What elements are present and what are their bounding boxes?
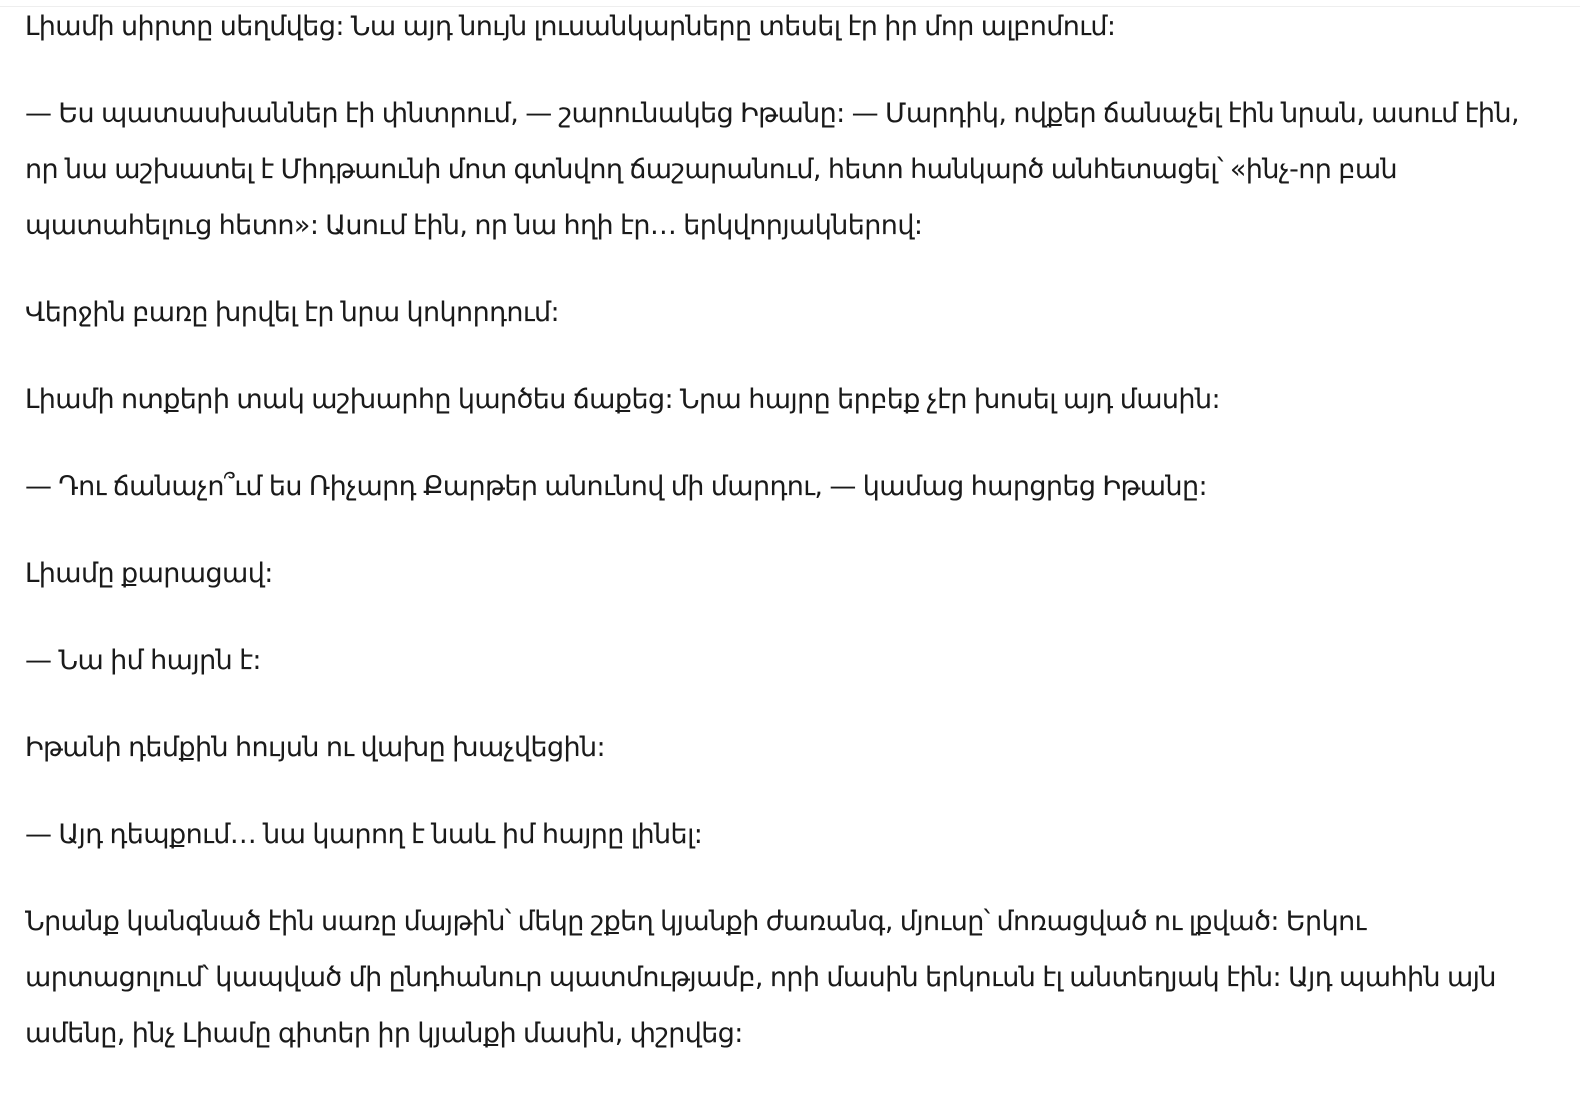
story-text xyxy=(25,0,1555,1093)
paragraph-4: Լիամի ոտքերի տակ աշխարհը կարծես ճաքեց: Նրա հայրը երբեք չէր խոսել այդ մասին: xyxy=(25,384,1220,415)
paragraph-5: — Դու ճանաչո՞ւմ ես Ռիչարդ Քարթեր անունով մի մարդու, — կամաց հարցրեց Իթանը: xyxy=(25,471,1208,502)
paragraph-9: — Այդ դեպքում… նա կարող է նաև իմ հայրը լինել: xyxy=(25,819,703,850)
paragraph-2: — Ես պատասխաններ էի փնտրում, — շարունակեց Իթանը: — Մարդիկ, ովքեր ճանաչել էին նրան, ասում էին, որ նա աշխատել է Միդթաունի մոտ գտնվող ճաշարանում, հետո հանկարծ անհետացել՝ «ինչ-որ բան պատահելուց հետո»: Ասում էին, որ նա հղի էր… երկվորյակներով: xyxy=(25,98,1519,241)
paragraph-1: Լիամի սիրտը սեղմվեց: Նա այդ նույն լուսանկարները տեսել էր իր մոր ալբոմում: xyxy=(25,11,1116,42)
paragraph-8: Իթանի դեմքին հույսն ու վախը խաչվեցին: xyxy=(25,732,606,763)
paragraph-10: Նրանք կանգնած էին սառը մայթին՝ մեկը շքեղ կյանքի ժառանգ, մյուսը՝ մոռացված ու լքված: Երկու արտացոլում՝ կապված մի ընդհանուր պատմությամբ, որի մասին երկուսն էլ անտեղյակ էին: Այդ պահին այն ամենը, ինչ Լիամը գիտեր իր կյանքի մասին, փշրվեց: xyxy=(25,906,1496,1049)
paragraph-6: Լիամը քարացավ: xyxy=(25,558,273,589)
paragraph-7: — Նա իմ հայրն է: xyxy=(25,645,261,676)
paragraph-3: Վերջին բառը խրվել էր նրա կոկորդում: xyxy=(25,297,560,328)
